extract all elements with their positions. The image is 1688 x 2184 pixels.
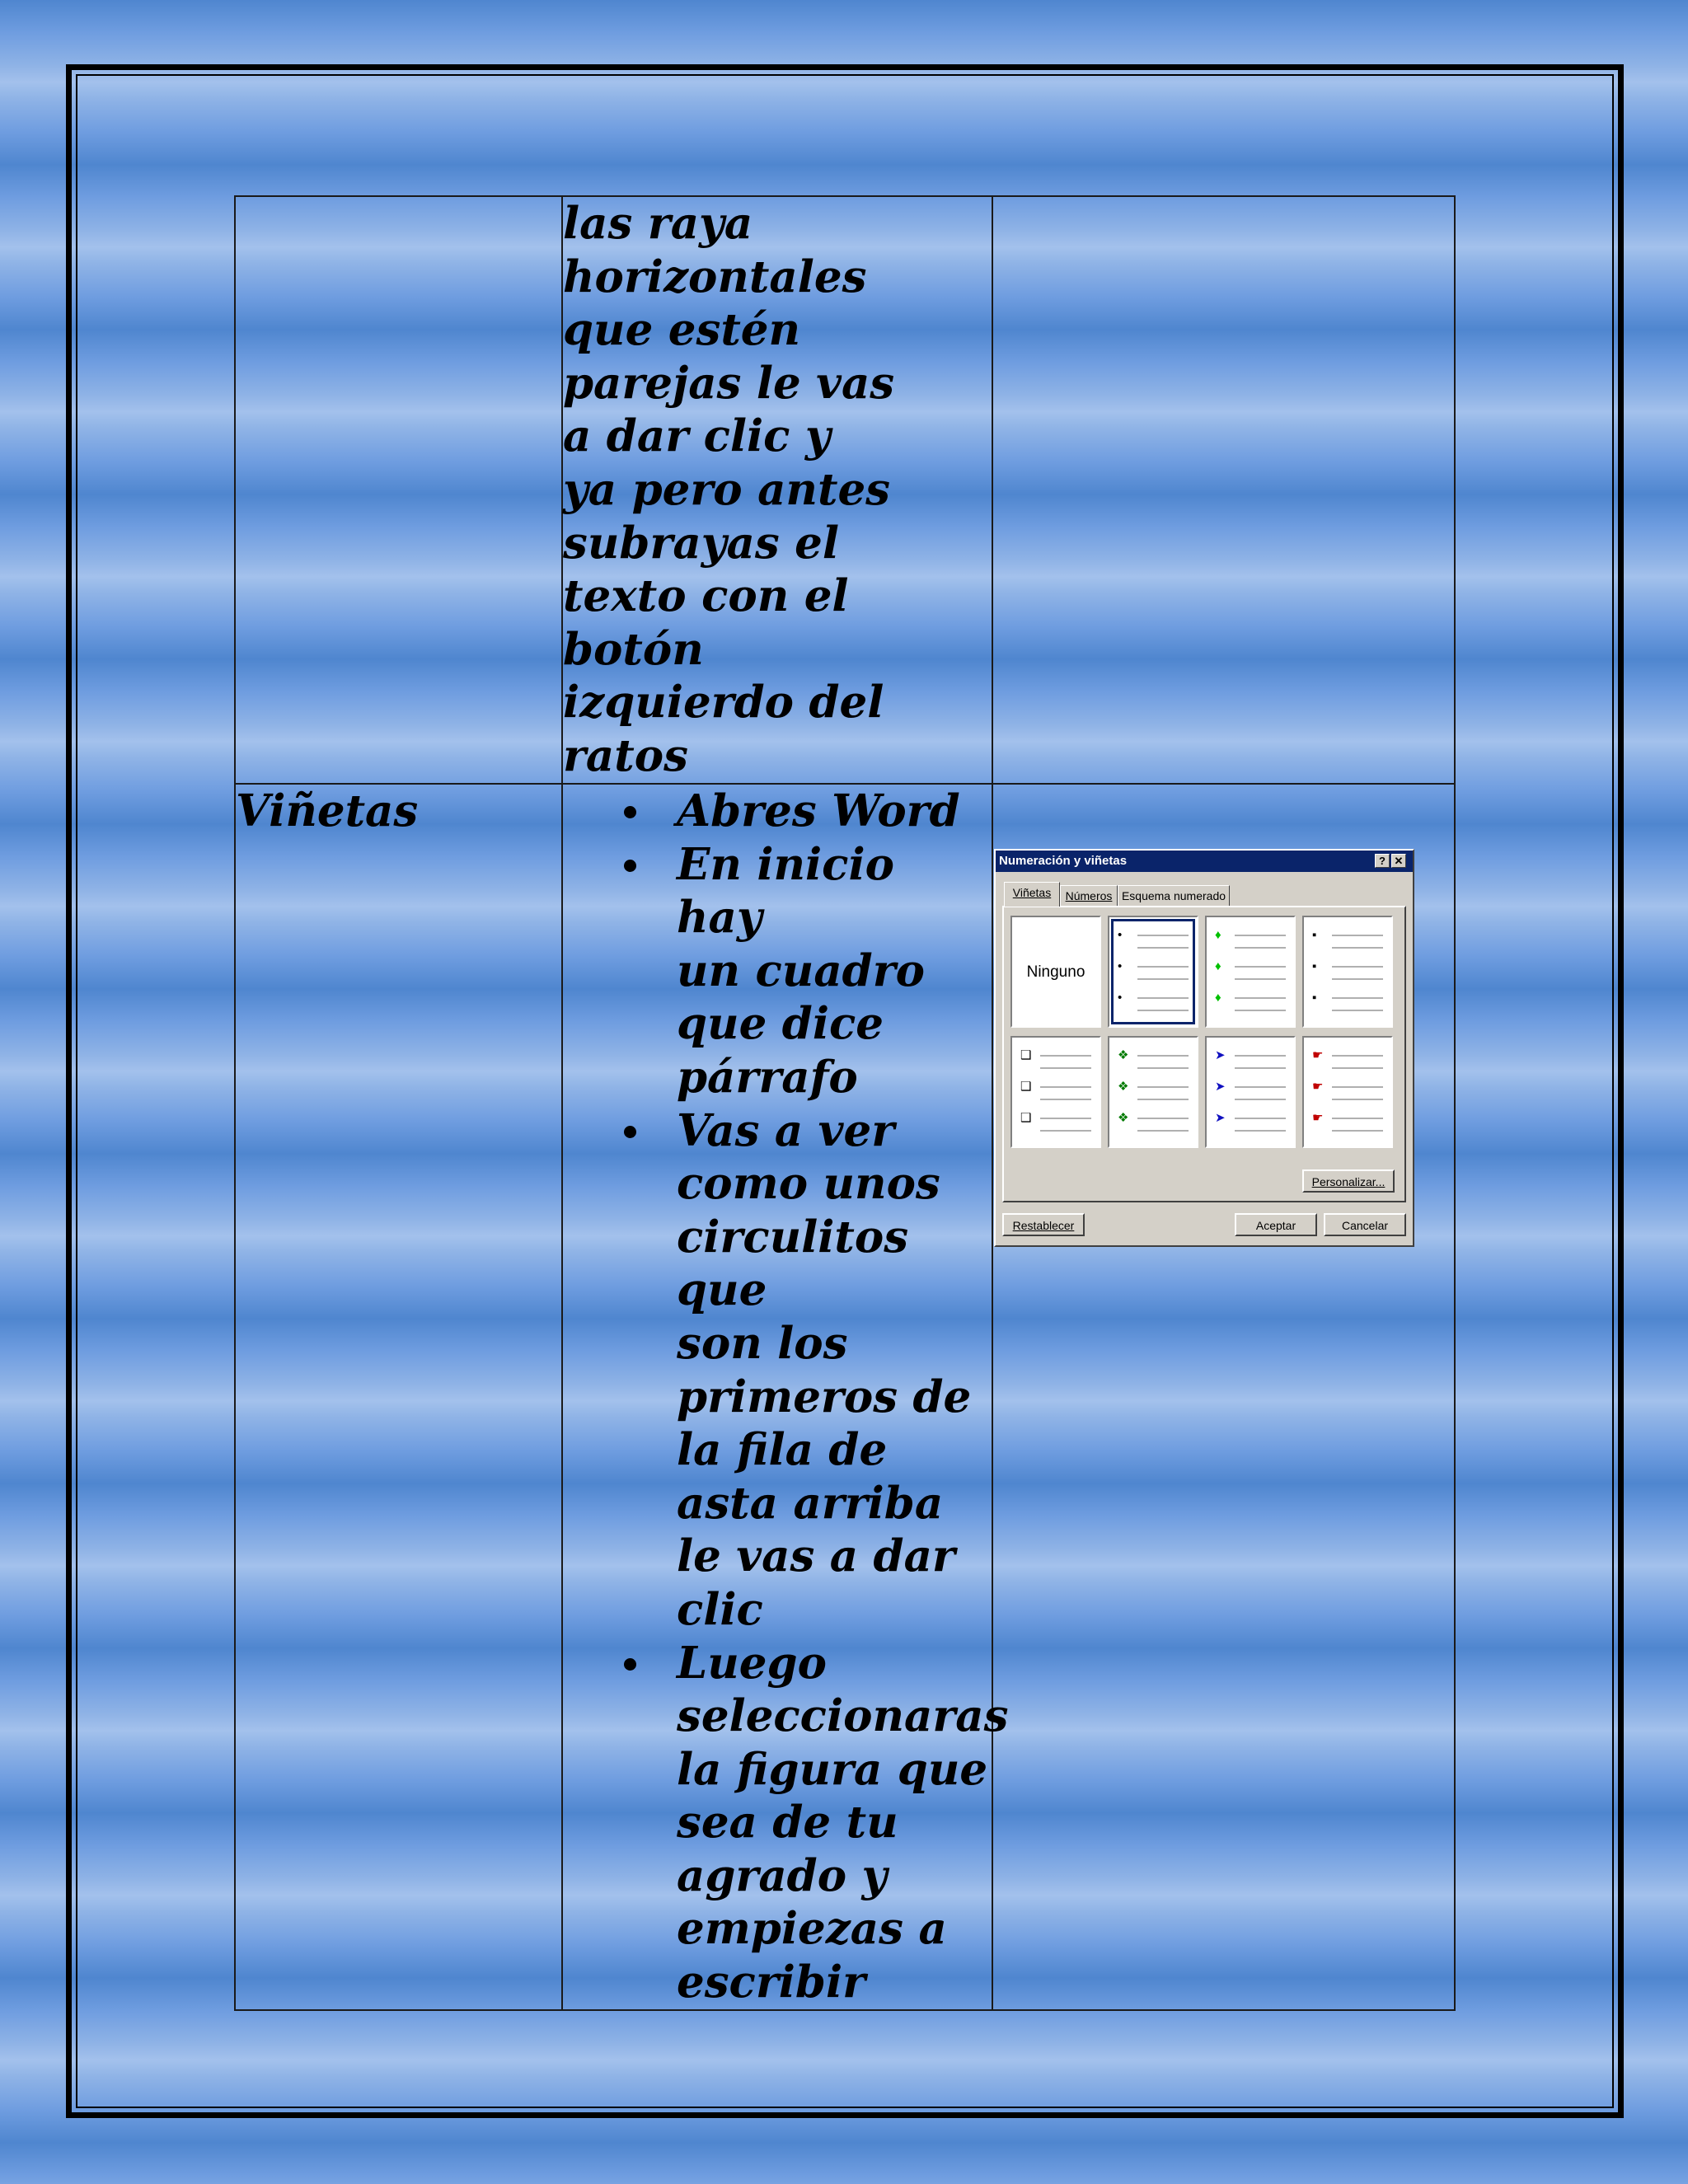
text-line: primeros de bbox=[677, 1371, 972, 1422]
sample-line bbox=[1040, 1055, 1091, 1057]
sample-line bbox=[1137, 935, 1189, 936]
sample-line bbox=[1040, 1067, 1091, 1069]
text-line: que estén bbox=[563, 304, 801, 356]
hollow-square-icon: ❑ bbox=[1020, 1111, 1032, 1125]
row-label-cell bbox=[235, 196, 562, 784]
blue-arrowhead-icon: ➤ bbox=[1215, 1048, 1226, 1062]
sample-line bbox=[1040, 1118, 1091, 1119]
sample-line bbox=[1137, 1010, 1189, 1011]
sample-line bbox=[1235, 997, 1286, 999]
bullet-style-option[interactable] bbox=[1205, 916, 1296, 1028]
dot-bullet-icon: • bbox=[1118, 928, 1123, 942]
blue-arrowhead-icon: ➤ bbox=[1215, 1111, 1226, 1125]
text-line: circulitos que bbox=[677, 1211, 909, 1316]
sample-line bbox=[1137, 1055, 1189, 1057]
red-pointing-hand-icon: ☛ bbox=[1312, 1048, 1324, 1062]
text-line: agrado y bbox=[677, 1849, 888, 1901]
text-line: son los bbox=[677, 1317, 848, 1369]
text-line: que dice bbox=[677, 998, 884, 1050]
sample-line bbox=[1332, 1099, 1383, 1100]
bullet-style-none[interactable] bbox=[1010, 916, 1101, 1028]
text-line: subrayas el bbox=[563, 517, 839, 569]
red-pointing-hand-icon: ☛ bbox=[1312, 1111, 1324, 1125]
sample-line bbox=[1040, 1086, 1091, 1088]
text-line: texto con el bbox=[563, 570, 849, 622]
text-line: a dar clic y bbox=[563, 410, 831, 462]
bullet-panel bbox=[1002, 906, 1406, 1202]
sample-line bbox=[1137, 978, 1189, 980]
none-label: Ninguno bbox=[1026, 963, 1085, 981]
list-item bbox=[677, 1104, 988, 1637]
square-bullet-icon: ▪ bbox=[1312, 928, 1317, 942]
sample-line bbox=[1332, 1086, 1383, 1088]
text-line: Vas a ver bbox=[677, 1104, 895, 1156]
bullet-style-option[interactable] bbox=[1108, 916, 1198, 1028]
sample-line bbox=[1235, 1067, 1286, 1069]
green-diamond-icon: ♦ bbox=[1215, 991, 1221, 1005]
text-line: empiezas a bbox=[677, 1903, 947, 1955]
sample-line bbox=[1235, 1086, 1286, 1088]
cancel-button[interactable]: Cancelar bbox=[1324, 1213, 1406, 1236]
list-item bbox=[677, 785, 988, 838]
sample-line bbox=[1332, 978, 1383, 980]
list-item bbox=[677, 1637, 1009, 2009]
text-line: la fila de bbox=[677, 1424, 888, 1476]
sample-line bbox=[1332, 966, 1383, 968]
sample-line bbox=[1332, 947, 1383, 949]
bullet-style-option[interactable] bbox=[1302, 916, 1393, 1028]
sample-line bbox=[1332, 1055, 1383, 1057]
instruction-cell bbox=[562, 784, 1009, 2010]
sample-line bbox=[1332, 1118, 1383, 1119]
sample-line bbox=[1332, 935, 1383, 936]
sample-line bbox=[1040, 1099, 1091, 1100]
sample-line bbox=[1235, 966, 1286, 968]
green-quad-diamond-icon: ❖ bbox=[1118, 1080, 1129, 1094]
text-line: escribir bbox=[677, 1957, 866, 2008]
sample-line bbox=[1235, 1055, 1286, 1057]
ok-button[interactable]: Aceptar bbox=[1235, 1213, 1317, 1236]
dialog-title: Numeración y viñetas bbox=[996, 851, 1413, 872]
square-bullet-icon: ▪ bbox=[1312, 991, 1317, 1005]
tab-esquema-numerado[interactable]: Esquema numerado bbox=[1118, 885, 1230, 907]
bullets-dialog-screenshot bbox=[994, 849, 1414, 1247]
close-icon[interactable]: ✕ bbox=[1391, 854, 1406, 868]
dot-bullet-icon: • bbox=[1118, 959, 1123, 973]
sample-line bbox=[1137, 1067, 1189, 1069]
sample-line bbox=[1235, 978, 1286, 980]
bullet-style-option[interactable] bbox=[1010, 1036, 1101, 1148]
dot-bullet-icon: • bbox=[1118, 991, 1123, 1005]
sample-line bbox=[1235, 1130, 1286, 1132]
text-line: parejas le vas bbox=[563, 357, 895, 409]
text-line: botón bbox=[563, 623, 704, 675]
sample-line bbox=[1137, 997, 1189, 999]
text-line: seleccionaras bbox=[677, 1690, 1009, 1742]
square-bullet-icon: ▪ bbox=[1312, 959, 1317, 973]
instruction-text bbox=[563, 197, 992, 783]
text-line: le vas a dar bbox=[677, 1530, 955, 1582]
sample-line bbox=[1332, 997, 1383, 999]
text-line: las raya bbox=[563, 198, 753, 249]
hollow-square-icon: ❑ bbox=[1020, 1080, 1032, 1094]
sample-line bbox=[1137, 947, 1189, 949]
tab-numeros[interactable]: Números bbox=[1060, 885, 1118, 907]
sample-line bbox=[1332, 1010, 1383, 1011]
customize-button[interactable]: Personalizar... bbox=[1302, 1169, 1395, 1193]
text-line: ya pero antes bbox=[563, 463, 891, 515]
row-label-cell: Viñetas bbox=[235, 784, 562, 2010]
text-line: En inicio hay bbox=[677, 838, 894, 944]
sample-line bbox=[1137, 1130, 1189, 1132]
text-line: izquierdo del bbox=[563, 677, 884, 729]
reset-button[interactable]: Restablecer bbox=[1002, 1213, 1085, 1236]
sample-line bbox=[1235, 935, 1286, 936]
table-row bbox=[235, 196, 1455, 784]
text-line: sea de tu bbox=[677, 1797, 898, 1849]
sample-line bbox=[1137, 1099, 1189, 1100]
red-pointing-hand-icon: ☛ bbox=[1312, 1080, 1324, 1094]
sample-line bbox=[1235, 947, 1286, 949]
bullet-list bbox=[563, 785, 1009, 2009]
tab-vinetas[interactable]: Viñetas bbox=[1004, 882, 1060, 907]
list-item bbox=[677, 838, 988, 1104]
help-icon[interactable]: ? bbox=[1375, 854, 1390, 868]
text-line: la figura que bbox=[677, 1743, 988, 1795]
text-line: párrafo bbox=[677, 1051, 858, 1103]
green-diamond-icon: ♦ bbox=[1215, 959, 1221, 973]
text-line: ratos bbox=[563, 729, 688, 781]
sample-line bbox=[1235, 1099, 1286, 1100]
green-quad-diamond-icon: ❖ bbox=[1118, 1048, 1129, 1062]
sample-line bbox=[1332, 1130, 1383, 1132]
text-line: clic bbox=[677, 1583, 763, 1635]
sample-line bbox=[1137, 1118, 1189, 1119]
text-line: un cuadro bbox=[677, 944, 925, 996]
image-cell bbox=[992, 196, 1455, 784]
text-line: horizontales bbox=[563, 251, 867, 302]
bullet-style-option[interactable] bbox=[1205, 1036, 1296, 1148]
text-line: Luego bbox=[677, 1637, 827, 1689]
instruction-cell bbox=[562, 196, 992, 784]
blue-arrowhead-icon: ➤ bbox=[1215, 1080, 1226, 1094]
text-line: Abres Word bbox=[677, 785, 960, 837]
bullet-style-option[interactable] bbox=[1108, 1036, 1198, 1148]
hollow-square-icon: ❑ bbox=[1020, 1048, 1032, 1062]
sample-line bbox=[1235, 1010, 1286, 1011]
green-quad-diamond-icon: ❖ bbox=[1118, 1111, 1129, 1125]
text-line: asta arriba bbox=[677, 1477, 944, 1529]
sample-line bbox=[1332, 1067, 1383, 1069]
sample-line bbox=[1235, 1118, 1286, 1119]
bullet-style-option[interactable] bbox=[1302, 1036, 1393, 1148]
sample-line bbox=[1137, 966, 1189, 968]
sample-line bbox=[1137, 1086, 1189, 1088]
sample-line bbox=[1040, 1130, 1091, 1132]
green-diamond-icon: ♦ bbox=[1215, 928, 1221, 942]
text-line: como unos bbox=[677, 1158, 940, 1210]
